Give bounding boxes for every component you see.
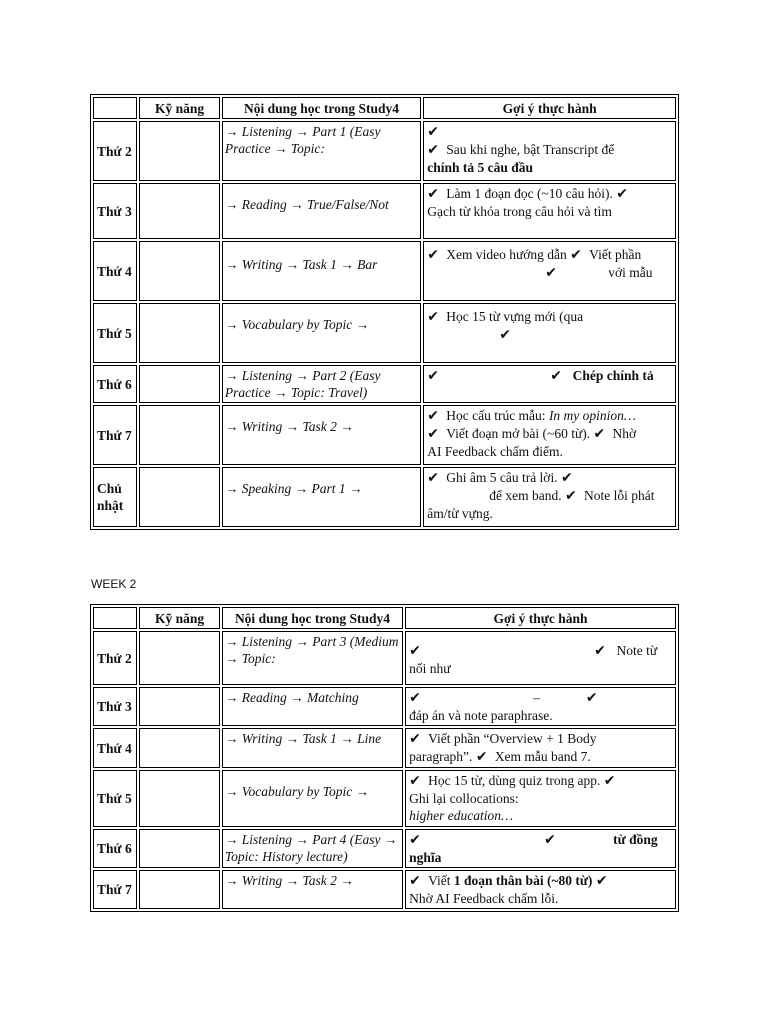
skill-cell <box>139 303 220 363</box>
header-day <box>93 607 137 629</box>
day-cell: Thứ 6 <box>93 829 137 868</box>
tip-text: Xem mẫu band 7. <box>494 749 591 764</box>
content-cell: → Writing → Task 1 → Bar <box>222 241 421 301</box>
day-cell: Thứ 3 <box>93 183 137 239</box>
tip-text: Nhờ AI Feedback chấm lỗi. <box>409 891 559 906</box>
tip-text: Viết <box>428 873 451 888</box>
skill-cell <box>139 467 220 527</box>
tip-cell <box>405 870 676 909</box>
tip-text: từ đồng <box>613 832 658 847</box>
day-cell: Chủ nhật <box>93 467 137 527</box>
check-icon: ✔ <box>409 873 421 889</box>
tip-text: đáp án và note paraphrase. <box>409 708 553 723</box>
content-cell: → Writing → Task 2 → <box>222 405 421 465</box>
tip-cell <box>423 405 676 465</box>
tip-text: Note từ <box>616 643 658 658</box>
tip-text: – <box>533 690 540 705</box>
skill-cell <box>139 770 220 827</box>
day-cell: Thứ 4 <box>93 728 137 768</box>
tip-text: Ghi lại collocations: <box>409 791 519 806</box>
table-row <box>93 687 676 726</box>
check-icon: ✔ <box>545 265 557 281</box>
tip-text: để xem band. <box>489 488 562 503</box>
tip-text: với mẫu <box>608 265 653 280</box>
check-icon: ✔ <box>427 408 439 424</box>
skill-cell <box>139 829 220 868</box>
tip-text: Sau khi nghe, bật Transcript để <box>446 142 615 157</box>
header-content: Nội dung học trong Study4 <box>222 97 421 119</box>
tip-text: Học 15 từ vựng mới (qua <box>446 309 584 324</box>
table-row <box>93 241 676 301</box>
check-icon: ✔ <box>409 832 421 848</box>
tip-text: Viết phần “Overview + 1 Body <box>428 731 597 746</box>
tip-cell <box>405 829 676 868</box>
check-icon: ✔ <box>409 690 421 706</box>
tip-text: Gạch từ khóa trong câu hỏi và tìm <box>427 204 612 219</box>
check-icon: ✔ <box>475 749 488 765</box>
tip-text: higher education… <box>409 808 513 823</box>
tip-cell <box>423 365 676 403</box>
content-cell: → Reading → Matching <box>222 687 403 726</box>
check-icon: ✔ <box>616 186 628 202</box>
check-icon: ✔ <box>427 309 439 325</box>
table-row <box>93 631 676 685</box>
check-icon: ✔ <box>427 186 439 202</box>
content-cell: → Reading → True/False/Not <box>222 183 421 239</box>
tip-cell <box>423 467 676 527</box>
tip-text: nghĩa <box>409 850 442 865</box>
header-skill: Kỹ năng <box>139 97 220 119</box>
skill-cell <box>139 241 220 301</box>
tip-cell <box>405 728 676 768</box>
check-icon: ✔ <box>427 142 439 158</box>
tip-text: Viết phần <box>589 247 642 262</box>
tip-text: Làm 1 đoạn đọc (~10 câu hỏi). <box>446 186 613 201</box>
tip-text: In my opinion… <box>548 408 636 423</box>
day-cell: Thứ 5 <box>93 303 137 363</box>
content-cell: → Listening → Part 2 (Easy Practice → Topic: Travel) <box>222 365 421 403</box>
tip-text: paragraph”. <box>409 749 473 764</box>
header-tips: Gợi ý thực hành <box>423 97 676 119</box>
tip-text: âm/từ vựng. <box>427 506 493 521</box>
tip-cell <box>423 241 676 301</box>
tip-cell <box>423 121 676 181</box>
content-cell: → Speaking → Part 1 → <box>222 467 421 527</box>
tip-text: Học cấu trúc mẫu: <box>446 408 546 423</box>
check-icon: ✔ <box>570 247 582 263</box>
content-cell: → Listening → Part 3 (Medium → Topic: <box>222 631 403 685</box>
table-row <box>93 467 676 527</box>
check-icon: ✔ <box>593 426 606 442</box>
header-day <box>93 97 137 119</box>
skill-cell <box>139 183 220 239</box>
table-header-row <box>93 607 676 629</box>
check-icon: ✔ <box>409 643 421 659</box>
day-cell: Thứ 5 <box>93 770 137 827</box>
tip-text: AI Feedback chấm điểm. <box>427 444 563 459</box>
check-icon: ✔ <box>409 773 421 789</box>
check-icon: ✔ <box>427 426 439 442</box>
week2-schedule-table <box>90 604 679 912</box>
check-icon: ✔ <box>585 690 598 706</box>
week1-schedule-table <box>90 94 679 530</box>
header-tips: Gợi ý thực hành <box>405 607 676 629</box>
tip-cell <box>405 631 676 685</box>
check-icon: ✔ <box>499 327 511 343</box>
tip-text: Chép chính tả <box>572 368 654 383</box>
content-cell: → Vocabulary by Topic → <box>222 303 421 363</box>
day-cell: Thứ 4 <box>93 241 137 301</box>
skill-cell <box>139 687 220 726</box>
tip-cell <box>405 687 676 726</box>
header-content: Nội dung học trong Study4 <box>222 607 403 629</box>
content-cell: → Vocabulary by Topic → <box>222 770 403 827</box>
skill-cell <box>139 870 220 909</box>
table-row <box>93 365 676 403</box>
check-icon: ✔ <box>560 470 573 486</box>
table-row <box>93 770 676 827</box>
check-icon: ✔ <box>544 832 556 848</box>
header-skill: Kỹ năng <box>139 607 220 629</box>
tip-text: Học 15 từ, dùng quiz trong app. <box>428 773 601 788</box>
content-cell: → Listening → Part 4 (Easy → Topic: History lecture) <box>222 829 403 868</box>
day-cell: Thứ 3 <box>93 687 137 726</box>
tip-text: Viết đoạn mở bài (~60 từ). <box>446 426 591 441</box>
content-cell: → Listening → Part 1 (Easy Practice → Topic: <box>222 121 421 181</box>
table-header-row <box>93 97 676 119</box>
skill-cell <box>139 728 220 768</box>
skill-cell <box>139 405 220 465</box>
week-2-label: WEEK 2 <box>91 577 137 591</box>
day-cell: Thứ 7 <box>93 405 137 465</box>
day-cell: Thứ 2 <box>93 121 137 181</box>
check-icon: ✔ <box>427 247 439 263</box>
check-icon: ✔ <box>564 488 577 504</box>
check-icon: ✔ <box>603 773 616 789</box>
tip-text: 1 đoạn thân bài (~80 từ) <box>453 873 593 888</box>
skill-cell <box>139 121 220 181</box>
check-icon: ✔ <box>409 731 421 747</box>
table-row <box>93 121 676 181</box>
tip-text: chính tả 5 câu đầu <box>427 160 533 175</box>
content-cell: → Writing → Task 1 → Line <box>222 728 403 768</box>
tip-text: Note lỗi phát <box>583 488 655 503</box>
check-icon: ✔ <box>594 643 606 659</box>
check-icon: ✔ <box>427 368 439 384</box>
day-cell: Thứ 6 <box>93 365 137 403</box>
table-row <box>93 405 676 465</box>
table-row <box>93 303 676 363</box>
tip-text: Ghi âm 5 câu trả lời. <box>446 470 558 485</box>
table-row <box>93 870 676 909</box>
check-icon: ✔ <box>550 368 562 384</box>
tip-cell <box>405 770 676 827</box>
skill-cell <box>139 365 220 403</box>
table-row <box>93 728 676 768</box>
tip-cell <box>423 183 676 239</box>
table-row <box>93 183 676 239</box>
day-cell: Thứ 2 <box>93 631 137 685</box>
check-icon: ✔ <box>427 124 439 140</box>
table-row <box>93 829 676 868</box>
check-icon: ✔ <box>595 873 608 889</box>
content-cell: → Writing → Task 2 → <box>222 870 403 909</box>
day-cell: Thứ 7 <box>93 870 137 909</box>
tip-text: Xem video hướng dẫn <box>446 247 567 262</box>
tip-cell <box>423 303 676 363</box>
tip-text: nối như <box>409 661 451 676</box>
tip-text: Nhờ <box>612 426 637 441</box>
check-icon: ✔ <box>427 470 439 486</box>
skill-cell <box>139 631 220 685</box>
